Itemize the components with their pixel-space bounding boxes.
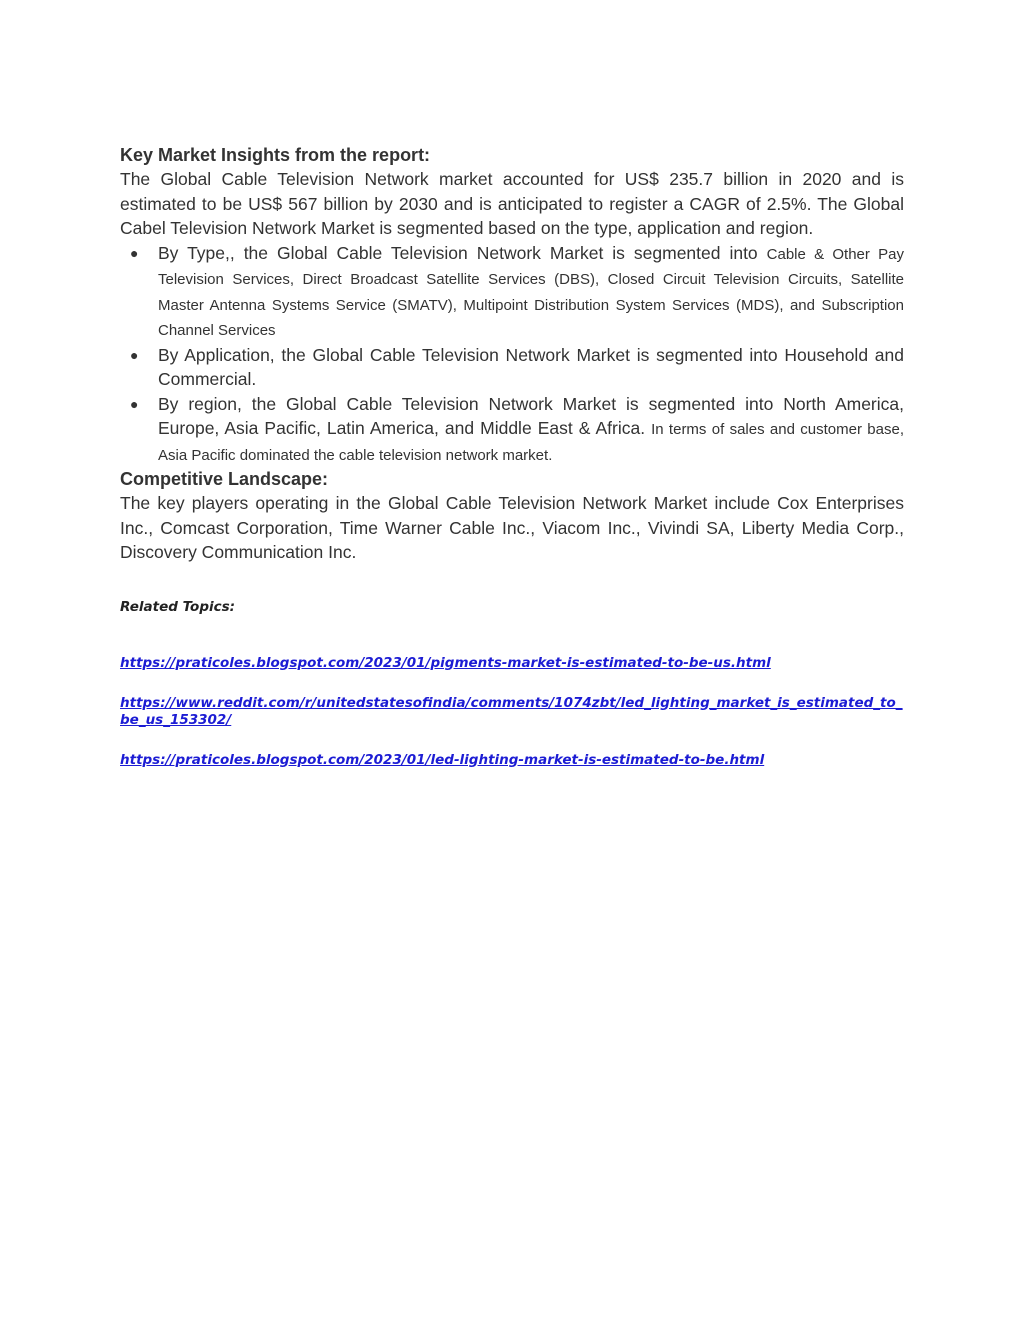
related-link[interactable]: https://praticoles.blogspot.com/2023/01/led-lighting-market-is-estimated-to-be.html	[120, 751, 765, 768]
bullet-icon: ●	[130, 346, 139, 363]
list-item	[130, 343, 904, 392]
related-topics-title: Related Topics:	[120, 598, 236, 615]
bullet-icon: ●	[130, 395, 139, 412]
bullet-lead: By Application, the Global Cable Television Network Market is segmented into Household and Commercial.	[158, 344, 904, 389]
segment-list	[120, 241, 904, 468]
insights-intro: The Global Cable Television Network market accounted for US$ 235.7 billion in 2020 and is estimated to be US$ 567 billion by 2030 and is anticipated to register a CAGR of 2.5%. The Global Cabel Television Network Market is segmented based on the type, application and region.	[120, 169, 904, 238]
competitive-heading: Competitive Landscape:	[120, 469, 329, 489]
bullet-lead: By region, the Global Cable Television Network Market is segmented into North America, Europe, Asia Pacific, Latin America, and Middle East & Africa.	[158, 393, 904, 438]
related-links	[120, 655, 904, 769]
bullet-icon: ●	[130, 244, 139, 261]
related-link[interactable]: https://praticoles.blogspot.com/2023/01/pigments-market-is-estimated-to-be-us.html	[120, 654, 771, 671]
bullet-detail: In terms of sales and customer base, Asia Pacific dominated the cable television network market.	[158, 421, 904, 464]
document-page	[120, 143, 904, 792]
list-item	[130, 241, 905, 343]
competitive-body: The key players operating in the Global Cable Television Network Market include Cox Enterprises Inc., Comcast Corporation, Time Warner Cable Inc., Viacom Inc., Vivindi SA, Liberty Media Corp., Discovery Communication Inc.	[120, 493, 904, 562]
list-item	[130, 392, 904, 468]
related-link[interactable]: https://www.reddit.com/r/unitedstatesofindia/comments/1074zbt/led_lighting_market_is_estimated_to_be_us_153302/	[120, 694, 903, 728]
insights-heading: Key Market Insights from the report:	[120, 145, 431, 165]
bullet-detail: Cable & Other Pay Television Services, Direct Broadcast Satellite Services (DBS), Closed Circuit Television Circuits, Satellite Master Antenna Systems Service (SMATV), Multipoint Distribution System Services (MDS), and Subscription Channel Services	[158, 245, 905, 339]
bullet-lead: By Type,, the Global Cable Television Network Market is segmented into	[158, 242, 767, 263]
